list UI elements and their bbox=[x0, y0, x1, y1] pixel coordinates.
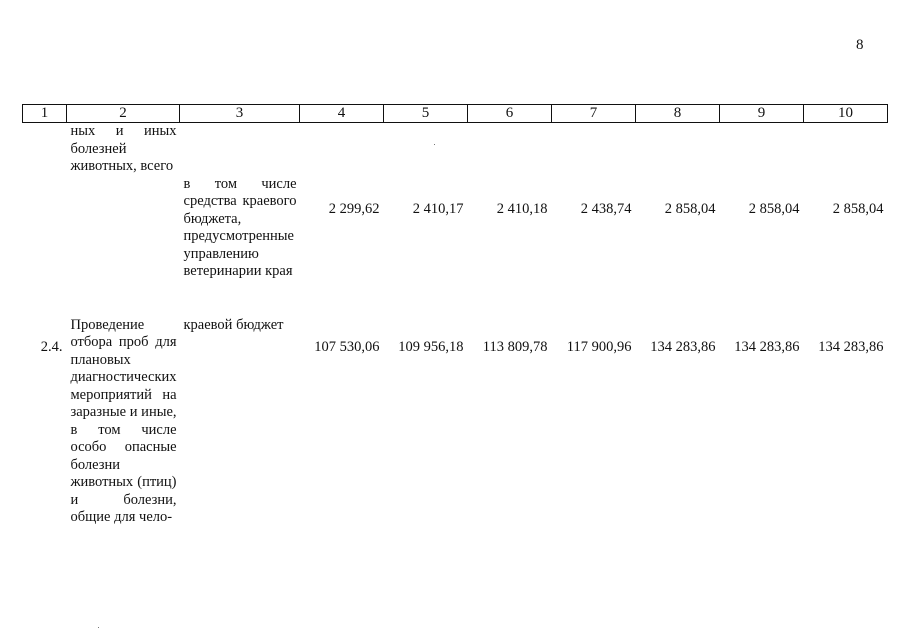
row-name: Проведение отбора проб для плановых диагностических мероприятий на заразные и иные, в том числе особо опасные болезни животных (птиц) и болезни, общие для чело- bbox=[70, 316, 177, 525]
table-row bbox=[23, 317, 888, 527]
value-cell: 134 283,86 bbox=[818, 338, 884, 355]
scan-speck bbox=[98, 627, 99, 628]
row-index bbox=[23, 176, 67, 317]
header-cell-9: 9 bbox=[720, 105, 804, 123]
value-cell: 134 283,86 bbox=[734, 338, 800, 355]
table-row bbox=[23, 123, 888, 176]
value-cell: 107 530,06 bbox=[314, 338, 380, 355]
row-name: ных и иных болезней животных, всего bbox=[70, 123, 177, 174]
table-row bbox=[23, 176, 888, 317]
value-cell bbox=[720, 123, 804, 176]
scan-speck bbox=[434, 144, 435, 145]
budget-table bbox=[22, 104, 888, 527]
value-cell: 109 956,18 bbox=[398, 338, 464, 355]
value-cell: 113 809,78 bbox=[482, 338, 548, 355]
page-number: 8 bbox=[856, 37, 864, 53]
header-cell-6: 6 bbox=[468, 105, 552, 123]
value-cell: 134 283,86 bbox=[650, 338, 716, 355]
value-cell: 2 299,62 bbox=[328, 200, 380, 217]
header-cell-2: 2 bbox=[67, 105, 180, 123]
header-cell-4: 4 bbox=[300, 105, 384, 123]
header-cell-1: 1 bbox=[23, 105, 67, 123]
header-cell-5: 5 bbox=[384, 105, 468, 123]
row-name bbox=[67, 176, 180, 317]
header-row bbox=[23, 105, 888, 123]
value-cell bbox=[300, 123, 384, 176]
row-source: в том числе средства краевого бюджета, предусмотренные управлению ветеринарии края bbox=[183, 175, 297, 279]
row-source bbox=[180, 123, 300, 176]
value-cell bbox=[468, 123, 552, 176]
row-source: краевой бюджет bbox=[183, 316, 284, 333]
value-cell bbox=[384, 123, 468, 176]
header-cell-7: 7 bbox=[552, 105, 636, 123]
row-index: 2.4. bbox=[40, 338, 63, 355]
value-cell: 2 858,04 bbox=[832, 200, 884, 217]
value-cell: 2 410,18 bbox=[496, 200, 548, 217]
header-cell-3: 3 bbox=[180, 105, 300, 123]
value-cell: 2 858,04 bbox=[664, 200, 716, 217]
value-cell bbox=[552, 123, 636, 176]
header-cell-8: 8 bbox=[636, 105, 720, 123]
value-cell: 2 410,17 bbox=[412, 200, 464, 217]
value-cell bbox=[804, 123, 888, 176]
row-index bbox=[23, 123, 67, 176]
value-cell: 2 438,74 bbox=[580, 200, 632, 217]
value-cell bbox=[636, 123, 720, 176]
value-cell: 117 900,96 bbox=[566, 338, 632, 355]
header-cell-10: 10 bbox=[804, 105, 888, 123]
value-cell: 2 858,04 bbox=[748, 200, 800, 217]
